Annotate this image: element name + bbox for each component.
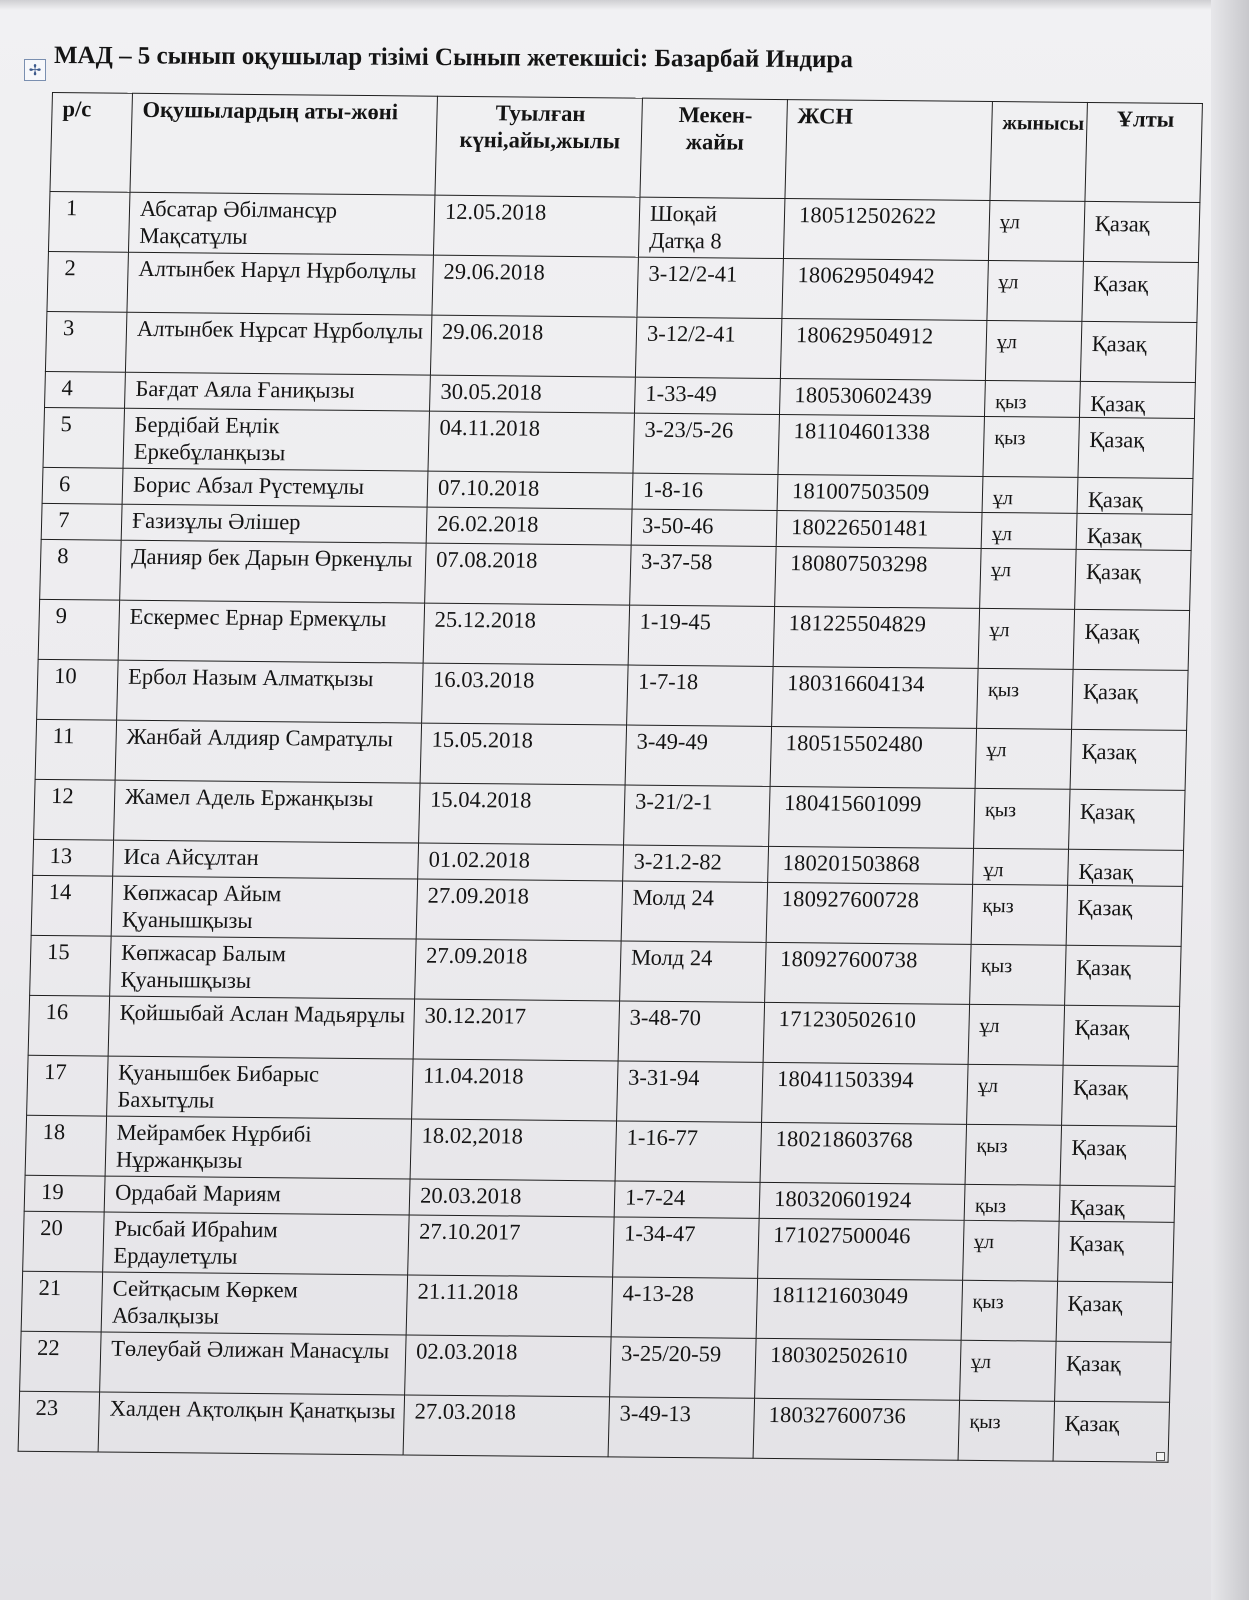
cell-number: 9 bbox=[38, 599, 120, 660]
table-row bbox=[20, 1331, 1171, 1402]
cell-gender: қыз bbox=[983, 416, 1080, 477]
cell-gender: ұл bbox=[982, 476, 1078, 513]
cell-birthdate: 30.12.2017 bbox=[413, 999, 620, 1061]
cell-address: 1-33-49 bbox=[634, 377, 780, 414]
cell-number: 5 bbox=[43, 407, 125, 468]
cell-gender: қыз bbox=[984, 380, 1080, 417]
cell-address: 3-49-49 bbox=[625, 725, 772, 786]
cell-nationality: Қазақ bbox=[1056, 1281, 1173, 1342]
cell-iin: 180629504942 bbox=[782, 259, 989, 321]
cell-nationality: Қазақ bbox=[1060, 1125, 1177, 1186]
student-table-container bbox=[18, 92, 1202, 1463]
cell-nationality: Қазақ bbox=[1083, 201, 1200, 262]
table-row bbox=[48, 191, 1199, 262]
cell-birthdate: 27.10.2017 bbox=[408, 1215, 615, 1277]
cell-nationality: Қазақ bbox=[1063, 1005, 1180, 1066]
cell-iin: 180512502622 bbox=[783, 199, 990, 261]
cell-gender: ұл bbox=[967, 1064, 1064, 1125]
cell-student-name: Бағдат Аяла Ғаниқызы bbox=[125, 372, 431, 411]
cell-student-name: Сейтқасым Көркем Абзалқызы bbox=[101, 1272, 408, 1335]
cell-address: 3-49-13 bbox=[608, 1397, 755, 1458]
cell-birthdate: 21.11.2018 bbox=[406, 1275, 613, 1337]
cell-nationality: Қазақ bbox=[1080, 321, 1197, 382]
cell-gender: ұл bbox=[980, 548, 1077, 609]
cell-student-name: Абсатар Әбілмансұр Мақсатұлы bbox=[128, 192, 435, 255]
cell-iin: 180415601099 bbox=[769, 786, 976, 848]
cell-number: 16 bbox=[28, 995, 110, 1056]
cell-birthdate: 04.11.2018 bbox=[428, 411, 635, 473]
cell-gender: ұл bbox=[987, 260, 1084, 321]
cell-iin: 181007503509 bbox=[777, 474, 983, 512]
cell-gender: қыз bbox=[964, 1184, 1060, 1221]
cell-student-name: Мейрамбек Нұрбибі Нұржанқызы bbox=[105, 1116, 412, 1179]
cell-birthdate: 18.02,2018 bbox=[410, 1119, 617, 1181]
cell-student-name: Көпжасар Балым Қуанышқызы bbox=[110, 936, 417, 999]
cell-student-name: Жамел Адель Ержанқызы bbox=[114, 780, 421, 843]
cell-nationality: Қазақ bbox=[1072, 669, 1189, 730]
header-cell-gender: жынысы bbox=[990, 102, 1088, 202]
cell-nationality: Қазақ bbox=[1055, 1341, 1172, 1402]
cell-birthdate: 29.06.2018 bbox=[432, 255, 639, 317]
cell-nationality: Қазақ bbox=[1058, 1221, 1175, 1282]
cell-number: 23 bbox=[18, 1391, 100, 1452]
cell-gender: ұл bbox=[960, 1340, 1057, 1401]
cell-address: 3-12/2-41 bbox=[635, 317, 782, 378]
cell-student-name: Борис Абзал Рүстемұлы bbox=[122, 468, 428, 507]
cell-address: 3-23/5-26 bbox=[633, 413, 780, 474]
cell-iin: 180316604134 bbox=[772, 666, 979, 728]
table-row bbox=[37, 659, 1188, 730]
document-title: МАД – 5 сынып оқушылар тізімі Сынып жетекшісі: Базарбай Индира bbox=[53, 42, 853, 74]
cell-student-name: Бердібай Еңлік Еркебұланқызы bbox=[123, 408, 430, 471]
cell-student-name: Халден Ақтолқын Қанатқызы bbox=[98, 1392, 405, 1455]
cell-birthdate: 07.10.2018 bbox=[427, 471, 633, 509]
cell-nationality: Қазақ bbox=[1066, 885, 1183, 946]
cell-birthdate: 20.03.2018 bbox=[409, 1179, 615, 1217]
cell-address: 3-21/2-1 bbox=[624, 785, 771, 846]
cell-address: 4-13-28 bbox=[611, 1277, 758, 1338]
cell-iin: 180411503394 bbox=[762, 1062, 969, 1124]
cell-birthdate: 15.05.2018 bbox=[420, 723, 627, 785]
cell-nationality: Қазақ bbox=[1053, 1401, 1170, 1462]
cell-iin: 181104601338 bbox=[778, 414, 985, 476]
cell-address: 3-31-94 bbox=[617, 1061, 764, 1122]
header-cell-iin: ЖСН bbox=[785, 100, 992, 201]
cell-student-name: Алтынбек Нұрсат Нұрболұлы bbox=[125, 312, 432, 375]
cell-birthdate: 27.03.2018 bbox=[403, 1395, 610, 1457]
cell-birthdate: 12.05.2018 bbox=[433, 195, 640, 257]
cell-iin: 180530602439 bbox=[779, 379, 985, 417]
cell-address: 1-7-18 bbox=[627, 665, 774, 726]
cell-address: 1-8-16 bbox=[632, 473, 778, 510]
cell-gender: қыз bbox=[974, 788, 1071, 849]
cell-student-name: Ескермес Ернар Ермекұлы bbox=[118, 600, 425, 663]
cell-address: 3-21.2-82 bbox=[623, 845, 769, 882]
cell-student-name: Төлеубай Әлижан Манасұлы bbox=[100, 1332, 407, 1395]
cell-student-name: Данияр бек Дарын Өркенұлы bbox=[120, 540, 427, 603]
cell-student-name: Иса Айсұлтан bbox=[113, 840, 419, 879]
cell-iin: 181225504829 bbox=[773, 606, 980, 668]
cell-number: 4 bbox=[45, 371, 126, 408]
cell-gender: қыз bbox=[970, 944, 1067, 1005]
cell-birthdate: 29.06.2018 bbox=[430, 315, 637, 377]
cell-address: 3-25/20-59 bbox=[610, 1337, 757, 1398]
cell-address: 1-34-47 bbox=[613, 1217, 760, 1278]
cell-address: 3-48-70 bbox=[618, 1001, 765, 1062]
page-edge bbox=[1211, 0, 1249, 1600]
cell-address: Шоқай Датқа 8 bbox=[638, 197, 785, 258]
cell-nationality: Қазақ bbox=[1065, 945, 1182, 1006]
cell-number: 6 bbox=[42, 467, 123, 504]
cell-number: 15 bbox=[30, 935, 112, 996]
cell-number: 7 bbox=[41, 503, 122, 540]
cell-student-name: Қойшыбай Аслан Мадьярұлы bbox=[108, 996, 415, 1059]
cell-nationality: Қазақ bbox=[1075, 549, 1192, 610]
table-row bbox=[28, 995, 1179, 1066]
cell-nationality: Қазақ bbox=[1069, 789, 1186, 850]
cell-iin: 180302502610 bbox=[755, 1338, 962, 1400]
table-move-handle-icon[interactable]: ✢ bbox=[24, 59, 46, 81]
table-header bbox=[50, 93, 1202, 203]
cell-gender: қыз bbox=[977, 668, 1074, 729]
cell-birthdate: 30.05.2018 bbox=[429, 375, 635, 413]
table-row bbox=[25, 1115, 1176, 1186]
header-row bbox=[50, 93, 1202, 203]
cell-birthdate: 27.09.2018 bbox=[415, 939, 622, 1001]
cell-iin: 180226501481 bbox=[776, 510, 982, 548]
student-table bbox=[18, 92, 1203, 1463]
cell-iin: 180218603768 bbox=[760, 1122, 967, 1184]
table-row bbox=[47, 251, 1198, 322]
cell-gender: ұл bbox=[968, 1004, 1065, 1065]
table-body bbox=[18, 191, 1200, 1462]
header-cell-address: Мекен-жайы bbox=[640, 98, 787, 198]
cell-nationality: Қазақ bbox=[1070, 729, 1187, 790]
cell-birthdate: 01.02.2018 bbox=[418, 843, 624, 881]
cell-number: 17 bbox=[27, 1055, 109, 1116]
table-row bbox=[45, 311, 1196, 382]
cell-iin: 171027500046 bbox=[758, 1218, 965, 1280]
cell-gender: ұл bbox=[963, 1220, 1060, 1281]
header-cell-nationality: Ұлты bbox=[1085, 102, 1203, 202]
cell-gender: ұл bbox=[981, 512, 1077, 549]
cell-gender: қыз bbox=[961, 1280, 1058, 1341]
cell-birthdate: 16.03.2018 bbox=[422, 663, 629, 725]
cell-number: 14 bbox=[31, 875, 113, 936]
cell-number: 3 bbox=[45, 311, 127, 372]
cell-address: 1-19-45 bbox=[628, 605, 775, 666]
cell-student-name: Ербол Назым Алматқызы bbox=[117, 660, 424, 723]
table-row bbox=[34, 779, 1185, 850]
table-resize-handle[interactable] bbox=[1156, 1452, 1165, 1461]
table-row bbox=[30, 935, 1181, 1006]
cell-iin: 180927600728 bbox=[766, 882, 973, 944]
cell-student-name: Алтынбек Нарұл Нұрболұлы bbox=[127, 252, 434, 315]
table-row bbox=[38, 599, 1189, 670]
cell-nationality: Қазақ bbox=[1073, 609, 1190, 670]
cell-birthdate: 15.04.2018 bbox=[419, 783, 626, 845]
table-row bbox=[23, 1211, 1174, 1282]
cell-nationality: Қазақ bbox=[1078, 417, 1195, 478]
cell-address: Молд 24 bbox=[620, 941, 767, 1002]
cell-number: 8 bbox=[40, 539, 122, 600]
cell-nationality: Қазақ bbox=[1082, 261, 1199, 322]
cell-iin: 180515502480 bbox=[770, 726, 977, 788]
cell-nationality: Қазақ bbox=[1079, 381, 1195, 418]
cell-birthdate: 02.03.2018 bbox=[405, 1335, 612, 1397]
cell-student-name: Жанбай Алдияр Самратұлы bbox=[115, 720, 422, 783]
cell-address: 1-7-24 bbox=[614, 1181, 760, 1218]
cell-gender: қыз bbox=[958, 1400, 1055, 1461]
table-row bbox=[31, 875, 1182, 946]
cell-iin: 180320601924 bbox=[759, 1182, 965, 1220]
cell-number: 2 bbox=[47, 251, 129, 312]
cell-address: 1-16-77 bbox=[615, 1121, 762, 1182]
cell-student-name: Ордабай Мариям bbox=[104, 1176, 410, 1215]
cell-gender: қыз bbox=[965, 1124, 1062, 1185]
cell-iin: 180927600738 bbox=[765, 942, 972, 1004]
table-row bbox=[18, 1391, 1169, 1462]
cell-address: 3-50-46 bbox=[631, 509, 777, 546]
cell-birthdate: 11.04.2018 bbox=[412, 1059, 619, 1121]
cell-birthdate: 07.08.2018 bbox=[425, 543, 632, 605]
header-cell-birthdate: Туылған күні,айы,жылы bbox=[435, 96, 642, 197]
table-row bbox=[35, 719, 1186, 790]
cell-birthdate: 25.12.2018 bbox=[423, 603, 630, 665]
cell-gender: ұл bbox=[978, 608, 1075, 669]
cell-birthdate: 27.09.2018 bbox=[416, 879, 623, 941]
cell-gender: қыз bbox=[971, 884, 1068, 945]
table-row bbox=[43, 407, 1194, 478]
cell-gender: ұл bbox=[975, 728, 1072, 789]
cell-iin: 180327600736 bbox=[753, 1398, 960, 1460]
cell-student-name: Қуанышбек Бибарыс Бахытұлы bbox=[107, 1056, 414, 1119]
cell-number: 11 bbox=[35, 719, 117, 780]
cell-student-name: Көпжасар Айым Қуанышқызы bbox=[111, 876, 418, 939]
cell-number: 18 bbox=[25, 1115, 107, 1176]
cell-iin: 180201503868 bbox=[768, 846, 974, 884]
cell-number: 13 bbox=[33, 839, 114, 876]
cell-number: 12 bbox=[34, 779, 116, 840]
cell-number: 19 bbox=[24, 1175, 105, 1212]
cell-nationality: Қазақ bbox=[1059, 1185, 1175, 1222]
cell-number: 21 bbox=[21, 1271, 103, 1332]
table-row bbox=[40, 539, 1191, 610]
cell-number: 20 bbox=[23, 1211, 105, 1272]
cell-nationality: Қазақ bbox=[1068, 849, 1184, 886]
header-cell-name: Оқушылардың аты-жөні bbox=[130, 93, 437, 195]
page-top-shadow bbox=[0, 0, 1249, 10]
cell-iin: 181121603049 bbox=[756, 1278, 963, 1340]
cell-nationality: Қазақ bbox=[1076, 513, 1192, 550]
cell-address: 3-37-58 bbox=[630, 545, 777, 606]
cell-student-name: Ғазизұлы Әлішер bbox=[121, 504, 427, 543]
cell-address: 3-12/2-41 bbox=[637, 257, 784, 318]
cell-gender: ұл bbox=[973, 848, 1069, 885]
cell-address: Молд 24 bbox=[621, 881, 768, 942]
cell-nationality: Қазақ bbox=[1077, 477, 1193, 514]
cell-gender: ұл bbox=[988, 201, 1085, 262]
table-row bbox=[27, 1055, 1178, 1126]
cell-student-name: Рысбай Ибраһим Ердаулетұлы bbox=[103, 1212, 410, 1275]
cell-nationality: Қазақ bbox=[1062, 1065, 1179, 1126]
table-row bbox=[21, 1271, 1172, 1342]
cell-number: 1 bbox=[48, 191, 130, 252]
header-cell-number: р/с bbox=[50, 93, 133, 193]
cell-iin: 171230502610 bbox=[763, 1002, 970, 1064]
cell-iin: 180629504912 bbox=[780, 319, 987, 381]
cell-iin: 180807503298 bbox=[775, 546, 982, 608]
cell-gender: ұл bbox=[985, 320, 1082, 381]
cell-number: 10 bbox=[37, 659, 119, 720]
cell-birthdate: 26.02.2018 bbox=[426, 507, 632, 545]
cell-number: 22 bbox=[20, 1331, 102, 1392]
